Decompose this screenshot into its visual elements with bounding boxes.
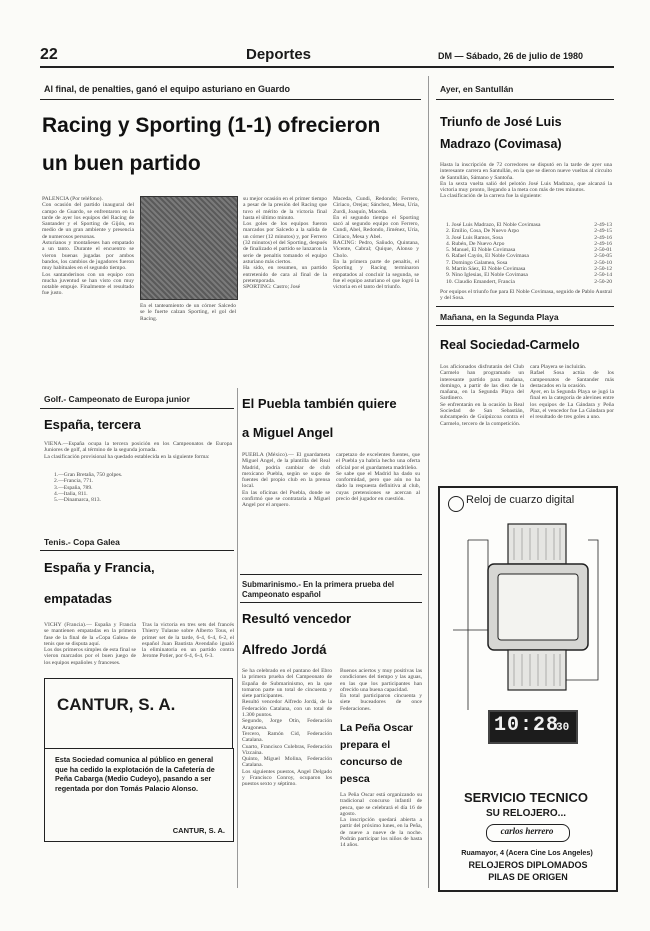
submarinismo-top-rule bbox=[240, 574, 422, 575]
real-sociedad-headline: Real Sociedad-Carmelo bbox=[440, 338, 580, 352]
tenis-rule bbox=[40, 550, 234, 551]
cantur-ad-signature: CANTUR, S. A. bbox=[172, 826, 225, 835]
page-number: 22 bbox=[40, 46, 58, 63]
golf-result: 4.—Italia, 811. bbox=[54, 490, 88, 497]
golf-result: 5.—Dinamarca, 813. bbox=[54, 497, 101, 504]
puebla-column-2: carpetazo de excelentes fuentes, que el Puebla ya habría hecho una oferta oficial por el guardameta madrileño. Se sabe que el Madrid ha dado su conformidad, pero que aún no ha dado la respuesta definitiva al club, cuyas pretensiones se acercan al precio del jugador en cuestión. bbox=[336, 452, 420, 503]
rider-name: 8. Martín Sáez, El Noble Covimasa bbox=[446, 266, 526, 273]
watch-illustration bbox=[448, 520, 608, 722]
santullan-rule bbox=[436, 99, 614, 100]
rider-name: 4. Rubén, De Nuevo Arpo bbox=[446, 240, 505, 247]
shop-line-1: RELOJEROS DIPLOMADOS bbox=[468, 860, 588, 870]
table-row bbox=[446, 279, 612, 285]
section-title: Deportes bbox=[246, 46, 312, 63]
column-divider bbox=[237, 388, 238, 888]
submarinismo-headline-line2: Alfredo Jordá bbox=[242, 642, 327, 657]
rider-time: 2-50-10 bbox=[594, 259, 612, 266]
brand-name: carlos herrero bbox=[500, 826, 554, 836]
cantur-ad-body: Esta Sociedad comunica al público en general que ha cedido la explotación de la Cafetería de Peña Cabarga (Medio Cudeyo), pasando a ser regentada por don Tomás Palacio Alonso. bbox=[55, 755, 215, 793]
tenis-column-2: Tras la victoria en tres sets del francés Thierry Tulasne sobre Alberto Tous, el primer set de la tarde, 6-4, 6-4, 6-2, el español Juan Bautista Avendaño igualó la eliminatoria en un partido contra Jerome Potier, por 6-4, 6-4, 6-3. bbox=[142, 622, 234, 660]
tenis-kicker: Tenis.- Copa Galea bbox=[44, 537, 120, 547]
watch-display-time: 10:28 bbox=[494, 714, 560, 737]
golf-kicker: Golf.- Campeonato de Europa junior bbox=[44, 394, 190, 404]
santullan-results-table bbox=[446, 222, 612, 285]
lead-headline-line1: Racing y Sporting (1-1) ofrecieron bbox=[42, 114, 381, 137]
puebla-headline-line1: El Puebla también quiere bbox=[242, 396, 397, 411]
real-sociedad-column-1: Los aficionados disfrutarán del Club Carmelo han programado un interesante partido para mañana, domingo, a partir de las diez de la mañana, en la Segunda Playa del Sardinero. Se enfrentarán en la ocasión la Real Sociedad de San Sebastián, subcampeón de Guipúzcoa contra el Carmelo, tercero de la competición. bbox=[440, 364, 524, 427]
rider-name: 5. Manuel, El Noble Covimasa bbox=[446, 247, 516, 254]
real-sociedad-column-2: cara Playera se incluirán. Rafael Sosa actúa de los campeonatos de Santander más destacados en la ocasión. Ayer, en la Segunda Playa se jugó la final en la categoría de alevines entre los equipos de La Gándara y Peña Plaz, el vencedor fue La Gándara por el resultado de tres goles a uno. bbox=[530, 364, 614, 421]
submarinismo-column-2: Buenos aciertos y muy positivas las condiciones del tiempo y las aguas, en las que los participantes han ofrecido una buena capacidad. En total participaron cincuenta y siete buceadores de once Federaciones. bbox=[340, 668, 422, 712]
rider-name: 1. José Luis Madrazo, El Noble Covimasa bbox=[446, 222, 541, 228]
watch-display-seconds: 30 bbox=[556, 722, 570, 734]
real-sociedad-kicker: Mañana, en la Segunda Playa bbox=[440, 312, 559, 322]
rider-name: 7. Domingo Galamea, Sosa bbox=[446, 259, 508, 266]
tenis-column-1: VICHY (Francia).— España y Francia se mantienen empatadas en la primera fase de la final de la «Copa Galea» de tenis que se disputa aquí. Los dos primeros simples de esta final se vieron marcados por el buen juego de los equipos españoles y franceses. bbox=[44, 622, 136, 666]
rider-time: 2-50-01 bbox=[594, 247, 612, 254]
pena-oscar-headline: La Peña Oscar prepara el concurso de pesca bbox=[340, 722, 413, 785]
submarinismo-kicker: Submarinismo.- En la primera prueba del Campeonato español bbox=[242, 580, 395, 599]
golf-body: VIENA.—España ocupa la tercera posición en los Campeonatos de Europa Juniores de golf, al término de la segunda jornada. La clasificación provisional ha quedado establecida en la siguiente forma: bbox=[44, 441, 232, 460]
golf-result: 3.—España, 789. bbox=[54, 484, 93, 491]
lead-headline-line2: un buen partido bbox=[42, 152, 201, 175]
lead-rule bbox=[40, 99, 421, 100]
cantur-ad-title: CANTUR, S. A. bbox=[57, 695, 176, 714]
lead-column-3: su mejor ocasión en el primer tiempo a pesar de la presión del Racing que tuvo el mérito de la victoria final hasta el último minuto. Los goles de los equipos fueron marcados por Salcedo a la salida de un córner (12 minutos) y, por Ferrero (32 minutos) el del Sporting, después de finalizado el partido se lanzaron la serie de penaltis tomando el equipo asturiano más ciertos. Ha sido, en resumen, un partido entretenido de cara al final de la pretemporada. SPORTING: Castro; José bbox=[243, 196, 327, 291]
rider-name: 10. Claudio Emandert, Francia bbox=[446, 278, 515, 285]
clock-icon bbox=[448, 496, 464, 512]
rider-time: 2-50-05 bbox=[594, 253, 612, 260]
golf-rule bbox=[40, 408, 234, 409]
cantur-ad bbox=[44, 695, 234, 842]
service-subtitle: SU RELOJERO... bbox=[485, 808, 566, 819]
rider-time: 2-49-15 bbox=[594, 228, 612, 235]
watch-ad bbox=[438, 486, 618, 892]
santullan-footer: Por equipos el triunfo fue para El Noble Covimasa, seguido de Pablo Austral y del Sosa. bbox=[440, 289, 612, 302]
rider-time: 2-50-20 bbox=[594, 278, 612, 285]
rider-time: 2-49-16 bbox=[594, 240, 612, 247]
tenis-headline-line2: empatadas bbox=[44, 591, 112, 606]
cantur-ad-top-border bbox=[44, 678, 232, 679]
rider-name: 9. Nino Iglesias, El Noble Covimasa bbox=[446, 272, 528, 279]
masthead-rule bbox=[40, 66, 614, 68]
service-title: SERVICIO TECNICO bbox=[463, 790, 588, 805]
golf-result: 1.—Gran Bretaña, 750 golpes. bbox=[54, 472, 123, 478]
santullan-intro: Hasta la inscripción de 72 corredores se disputó en la tarde de ayer una interesante carrera en Santullán, en la que se dieron nueve vueltas al circuito de Santullán, Sámano y Santoña. En la sexta vuelta salió del pelotón José Luis Madrazo, que alcanzó la victoria muy pronto, llegando a la meta con más de tres minutos. La clasificación de la carrera fue la siguiente: bbox=[440, 162, 612, 200]
watch-lower-strap bbox=[508, 650, 566, 690]
submarinismo-headline-line1: Resultó vencedor bbox=[242, 611, 352, 626]
puebla-column-1: PUEBLA (México).— El guardameta Miguel Angel, de la plantilla del Real Madrid, podría cambiar de club mexicano Puebla, según se supo de fuentes del propio club en la prensa local. En las oficinas del Puebla, donde se confirmó que se contrataría a Miguel Angel por el arquero. bbox=[242, 452, 330, 509]
rider-time: 2-50-14 bbox=[594, 272, 612, 279]
watch-face bbox=[498, 574, 578, 640]
rider-name: 6. Rafael Cayón, El Noble Covimasa bbox=[446, 253, 529, 260]
real-sociedad-top-rule bbox=[436, 306, 614, 307]
date-line: DM — Sábado, 26 de julio de 1980 bbox=[438, 51, 584, 61]
pena-oscar-body: La Peña Oscar está organizando su tradicional concurso infantil de pesca, que se celebrará el día 16 de agosto. La inscripción quedará abierta a partir del próximo lunes, en la Peña, de nueve a nueve de la noche. Podrán participar los niños de hasta 14 años. bbox=[340, 792, 422, 849]
shop-address: Ruamayor, 4 (Acera Cine Los Angeles) bbox=[461, 848, 593, 857]
puebla-headline-line2: a Miguel Angel bbox=[242, 425, 334, 440]
santullan-kicker: Ayer, en Santullán bbox=[440, 84, 514, 94]
golf-headline: España, tercera bbox=[44, 417, 141, 432]
rider-name: 2. Emilio, Cosa, De Nuevo Arpo bbox=[446, 228, 520, 235]
golf-results bbox=[54, 472, 214, 503]
watch-ad-title: Reloj de cuarzo digital bbox=[466, 494, 575, 506]
shop-line-2: PILAS DE ORIGEN bbox=[488, 872, 568, 882]
player-photo bbox=[140, 196, 238, 300]
column-divider bbox=[428, 76, 429, 888]
golf-result: 2.—Francia, 771. bbox=[54, 478, 94, 485]
real-sociedad-rule bbox=[436, 325, 614, 326]
rider-name: 3. José Luis Ramos, Sosa bbox=[446, 234, 503, 241]
submarinismo-rule bbox=[240, 602, 422, 603]
lead-column-1: PALENCIA (Por teléfono). Con ocasión del partido inaugural del campo de Guardo, se enfrentaron en la tarde de ayer los equipos del Racing de Santander y el Sporting de Gijón, en medio de un gran ambiente y presencia de numerosos personas. Asturianos y montañeses han empatado a un tanto. Durante el encuentro se vieron buenas jugadas por ambos bandos, los cambios de jugadores fueron muy habituales en el segundo tiempo. Los santanderinos con un equipo con mucha juventud se han visto con muy notable empuje. Finalmente el resultado fue justo. bbox=[42, 196, 134, 297]
rider-time: 2-50-12 bbox=[594, 266, 612, 273]
santullan-headline: Triunfo de José Luis Madrazo (Covimasa) bbox=[440, 115, 562, 151]
submarinismo-column-1: Se ha celebrado en el pantano del Ebro la primera prueba del Campeonato de España de Submarinismo, en la que tomaron parte un total de cincuenta y siete participantes. Resultó vencedor Alfredo Jordá, de la Federación Catalana, con un total de 1.300 puntos. Segundo, Jorge Otín, Federación Aragonesa. Tercero, Ramón Cid, Federación Catalana. Cuarto, Francisco Culebras, Federación Vizcaína. Quinto, Miguel Molina, Federación Catalana. Los siguientes puestos, Angel Delgado y Francisco Conroy, ocuparon los puestos sexto y séptimo. bbox=[242, 668, 332, 788]
rider-time: 2-49-16 bbox=[594, 234, 612, 241]
cantur-ad-left-border bbox=[44, 678, 45, 748]
photo-caption: En el tanteamiento de un córner Salcedo se le fuerte calzan Sporting, el gol del Racing. bbox=[140, 303, 236, 322]
rider-time: 2-49-13 bbox=[594, 222, 612, 228]
lead-kicker: Al final, de penalties, ganó el equipo asturiano en Guardo bbox=[44, 84, 291, 94]
cantur-ad-right-border bbox=[232, 678, 233, 748]
watch-upper-strap bbox=[508, 524, 566, 564]
tenis-headline-line1: España y Francia, bbox=[44, 560, 155, 575]
lead-column-4: Maceda, Cundi, Redondo; Ferrero, Ciriaco, Orejas; Sánchez, Mesa, Uría, Zurdi, Joaquín, Maceda. En el segundo tiempo el Sporting sacó al segundo equipo con Ferrero, Cundi, Abel, Redondo, Jiménez, Uría, Ciriaco, Mesa y Abel. RACING: Pedro, Sañudo, Quintana, Vicente, Cabral; Quique, Alonso y Cholo. En la primera parte de penaltis, el Sporting y Racing terminaron empatados al concluir la segunda, se fue el equipo asturiano el que logró la victoria en el tanto del triunfo. bbox=[333, 196, 419, 291]
